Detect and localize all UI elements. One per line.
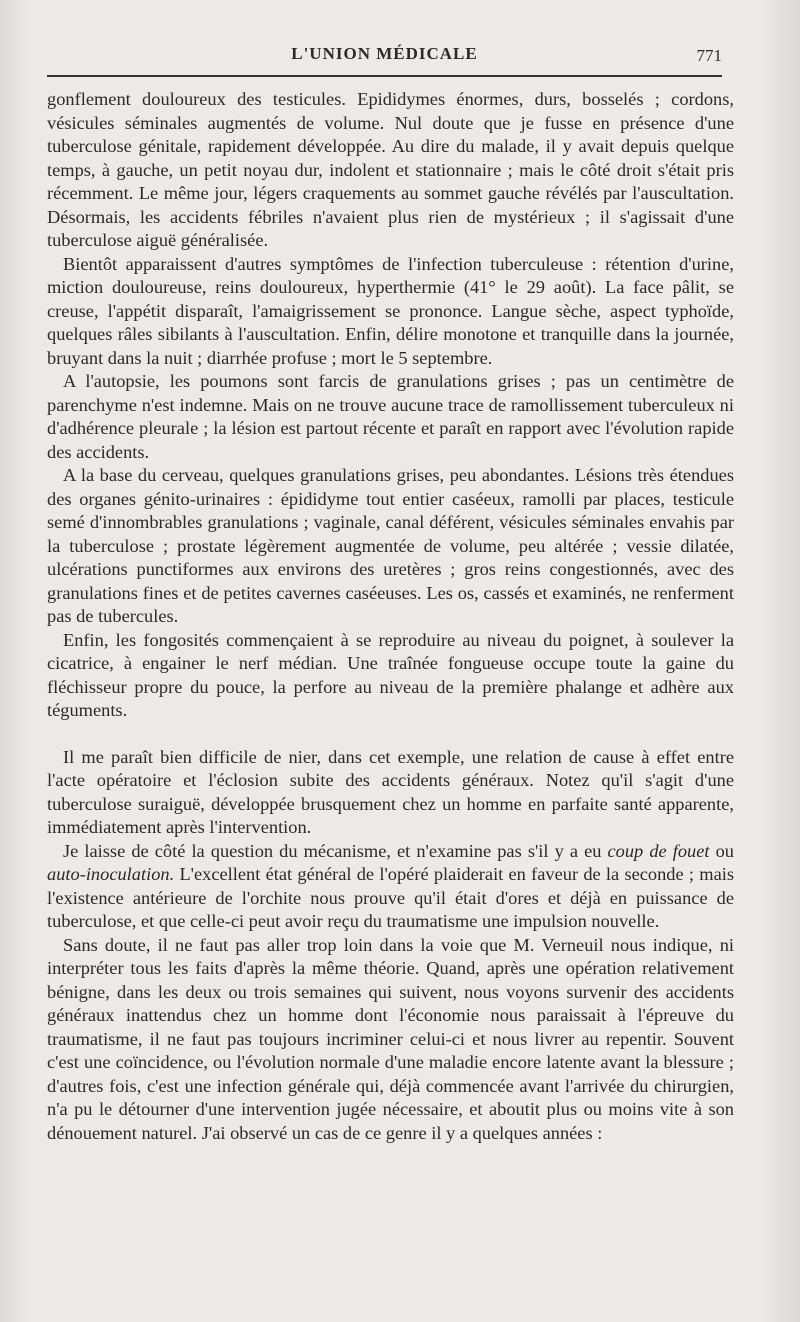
text-run: ou [709,840,734,861]
paragraph [47,840,734,934]
paragraph: Sans doute, il ne faut pas aller trop loin dans la voie que M. Verneuil nous indique, ni interpréter tous les faits d'après la même théorie. Quand, après une opération relativement bénigne, dans les deux ou trois semaines qui suivent, nous voyons survenir des accidents généraux inattendus chez un homme dont l'économie nous paraissait à l'épreuve du traumatisme, il ne faut pas toujours incriminer celui-ci et nous livrer au repentir. Souvent c'est une coïncidence, ou l'évolution normale d'une maladie encore latente avant la blessure ; d'autres fois, c'est une infection générale qui, déjà commencée avant l'arrivée du chirurgien, n'a pu le détourner d'une intervention jugée nécessaire, et aboutit plus ou moins vite à son dénouement naturel. J'ai observé un cas de ce genre il y a quelques années : [47,934,734,1143]
paragraph: Enfin, les fongosités commençaient à se reproduire au niveau du poignet, à soulever la cicatrice, à engainer le nerf médian. Une traînée fongueuse occupe toute la gaine du fléchisseur propre du pouce, la perfore au niveau de la première phalange et adhère aux téguments. [47,629,734,720]
running-header [47,40,722,76]
journal-title: L'UNION MÉDICALE [291,44,478,63]
body-text [47,88,734,1145]
header-rule [47,75,722,77]
page-number: 771 [696,46,722,65]
paragraph: Bientôt apparaissent d'autres symptômes de l'infection tuberculeuse : rétention d'urine, miction douloureuse, reins douloureux, hyperthermie (41° le 29 août). La face pâlit, se creuse, l'appétit disparaît, l'amaigrissement se prononce. Langue sèche, aspect typhoïde, quelques râles sibilants à l'auscultation. Enfin, délire monotone et tranquille dans la journée, bruyant dans la nuit ; diarrhée profuse ; mort le 5 septembre. [47,253,734,368]
text-run: Je laisse de côté la question du mécanisme, et n'examine pas s'il y a eu [63,840,608,861]
paragraph: A la base du cerveau, quelques granulations grises, peu abondantes. Lésions très étendues des organes génito-urinaires : épididyme tout entier caséeux, ramolli par places, testicule semé d'innombrables granulations ; vaginale, canal déférent, vésicules séminales envahis par la tuberculose ; prostate légèrement augmentée de volume, peu altérée ; vessie dilatée, ulcérations punctiformes aux environs des uretères ; gros reins congestionnés, avec des granulations fines et de petites cavernes caséeuses. Les os, cassés et examinés, ne renferment pas de tubercules. [47,465,734,626]
italic-term: coup de fouet [607,840,710,861]
paragraph: gonflement douloureux des testicules. Epididymes énormes, durs, bosselés ; cordons, vésicules séminales augmentés de volume. Nul doute que je fusse en présence d'une tuberculose génitale, rapidement développée. Au dire du malade, il y avait depuis quelque temps, à gauche, un petit noyau dur, indolent et stationnaire ; mais le côté droit s'était pris récemment. Le même jour, légers craquements au sommet gauche révélés par l'auscultation. Désormais, les accidents fébriles n'avaient plus rien de mystérieux ; il s'agissait d'une tuberculose aiguë généralisée. [47,89,734,250]
italic-term: auto-inoculation. [47,864,175,884]
paragraph: A l'autopsie, les poumons sont farcis de granulations grises ; pas un centimètre de parenchyme n'est indemne. Mais on ne trouve aucune trace de ramollissement tuberculeux ni d'adhérence pleurale ; la lésion est partout récente et paraît en rapport avec l'évolution rapide des accidents. [47,371,734,462]
paragraph: Il me paraît bien difficile de nier, dans cet exemple, une relation de cause à effet entre l'acte opératoire et l'éclosion subite des accidents généraux. Notez qu'il s'agit d'une tuberculose suraiguë, développée brusquement chez un homme en parfaite santé apparente, immédiatement après l'intervention. [47,746,734,837]
text-run: L'excellent état général de l'opéré plaiderait en faveur de la seconde ; mais l'existence antérieure de l'orchite nous prouve qu'il était d'ores et déjà en puissance de tuberculose, et que celle-ci peut avoir reçu du traumatisme une impulsion nouvelle. [47,864,734,931]
